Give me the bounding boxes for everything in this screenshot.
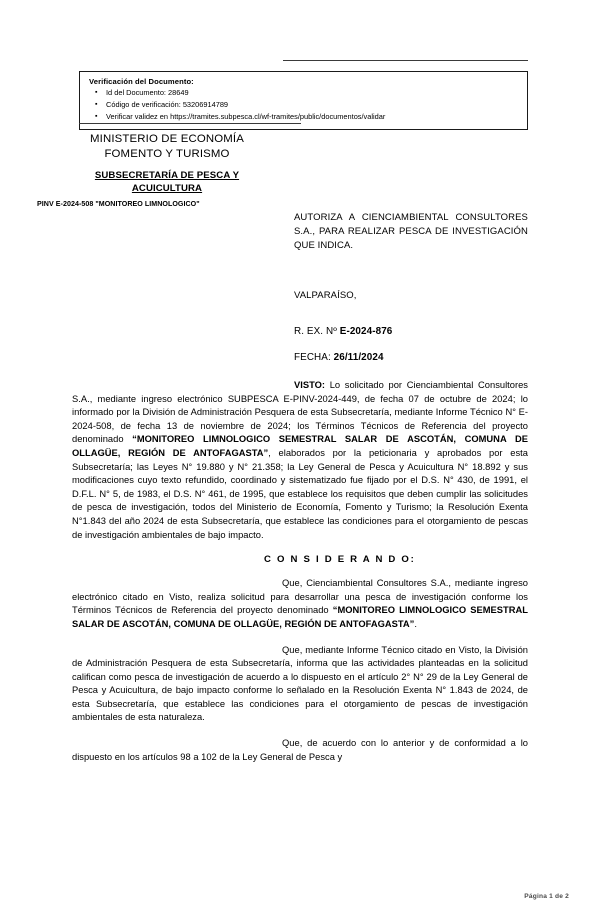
- ministry-line-2: FOMENTO Y TURISMO: [104, 148, 230, 161]
- verification-bottom-rule: [79, 123, 301, 124]
- verification-item-code: [95, 99, 527, 111]
- ministry-line-1: MINISTERIO DE ECONOMÍA: [90, 133, 244, 145]
- considerando-1-project-title: “MONITOREO LIMNOLOGICO SEMESTRAL SALAR DE ASCOTÁN, COMUNA DE OLLAGÜE, REGIÓN DE ANTOFAGASTA”: [72, 605, 528, 629]
- verification-top-rule: [283, 60, 528, 61]
- page-number-footer: Página 1 de 2: [524, 893, 569, 900]
- verification-item-document-id: [95, 87, 527, 99]
- resolution-label: R. EX. Nº: [294, 326, 340, 337]
- visto-label: VISTO:: [294, 380, 326, 390]
- date-line: [294, 352, 384, 363]
- paragraph-visto: [72, 379, 528, 542]
- paragraph-considerando-3: [72, 737, 528, 764]
- verification-item-text: Verificar validez en https://tramites.subpesca.cl/wf-tramites/public/documentos/validar: [106, 112, 386, 122]
- verification-item-text: Id del Documento: 28649: [106, 88, 189, 98]
- considerando-heading: C O N S I D E R A N D O:: [264, 554, 416, 566]
- project-reference: PINV E-2024-508 "MONITOREO LIMNOLOGICO": [37, 200, 200, 209]
- visto-text-a: Lo solicitado por Cienciambiental Consultores S.A., mediante ingreso electrónico SUBPESCA E-PINV-2024-449, de fecha 07 de octubre de 2024; lo informado por la División de Administración Pesquera de esta Subsecretaría, mediante Informe Técnico N° E-2024-508, de fecha 13 de noviembre de 2024; los Términos Técnicos de Referencia del proyecto denominado: [72, 380, 528, 445]
- visto-text-b: , elaborados por la peticionaria y aprobados por esta Subsecretaría; las Leyes N° 19.880 y N° 21.358; la Ley General de Pesca y Acuicultura N° 18.892 y sus modificaciones cuyo texto refundido, coordinado y sistematizado fue fijado por el D.S. N° 430, de 1991, el D.F.L. N° 5, de 1983, el D.S. N° 461, de 1995, que establece los requisitos que deben cumplir las solicitudes de pesca de investigación, todos del Ministerio de Economía, Fomento y Turismo; la Resolución Exenta N°1.843 del año 2024 de esta Subsecretaría, que establece las condiciones para el otorgamiento de pescas de investigación ambientales de bajo impacto.: [72, 447, 528, 540]
- paragraph-considerando-1: [72, 577, 528, 631]
- subsecretaria-name: [36, 170, 298, 195]
- considerando-1-text-b: .: [414, 618, 417, 629]
- considerando-2-text: Que, mediante Informe Técnico citado en Visto, la División de Administración Pesquera de esta Subsecretaría, informa que las actividades planteadas en la solicitud califican como pesca de investigación de acuerdo a lo dispuesto en el artículo 2° N° 29 de la Ley General de Pesca y Acuicultura, de bajo impacto conforme lo señalado en la Resolución Exenta N° 1.843 de 2024, de esta Subsecretaría, que establece las condiciones para el otorgamiento de pescas de investigación ambientales de esta naturaleza.: [72, 644, 528, 723]
- considerando-1-text-a: Que, Cienciambiental Consultores S.A., mediante ingreso electrónico citado en Visto, realiza solicitud para desarrollar una pesca de investigación conforme los Términos Técnicos de Referencia del proyecto denominado: [72, 578, 528, 616]
- date-value: 26/11/2024: [333, 352, 384, 363]
- place-line: VALPARAÍSO,: [294, 290, 357, 301]
- visto-project-title: “MONITOREO LIMNOLOGICO SEMESTRAL SALAR DE ASCOTÁN, COMUNA DE OLLAGÜE, REGIÓN DE ANTOFAGASTA”: [72, 434, 528, 458]
- bullet-icon: ▪: [95, 101, 98, 109]
- considerando-3-text: Que, de acuerdo con lo anterior y de conformidad a lo dispuesto en los artículos 98 a 102 de la Ley General de Pesca y: [72, 738, 528, 762]
- verification-title: Verificación del Documento:: [89, 77, 194, 86]
- letterhead: [36, 132, 298, 208]
- verification-box: [79, 71, 528, 130]
- document-body: [72, 379, 528, 776]
- bullet-icon: ▪: [95, 113, 98, 121]
- subsecretaria-line-1: SUBSECRETARÍA DE PESCA Y: [94, 170, 240, 182]
- ministry-name: [36, 132, 298, 162]
- verification-item-url: [95, 111, 527, 123]
- verification-item-text: Código de verificación: 53206914789: [106, 100, 229, 110]
- bullet-icon: ▪: [95, 89, 98, 97]
- resolution-number: E-2024-876: [339, 326, 393, 337]
- subject-block: AUTORIZA A CIENCIAMBIENTAL CONSULTORES S.A., PARA REALIZAR PESCA DE INVESTIGACIÓN QUE INDICA.: [294, 212, 528, 251]
- verification-list: [89, 87, 527, 123]
- paragraph-considerando-2: [72, 644, 528, 726]
- resolution-number-line: [294, 326, 392, 337]
- date-label: FECHA:: [294, 352, 334, 363]
- subsecretaria-line-2: ACUICULTURA: [131, 182, 203, 194]
